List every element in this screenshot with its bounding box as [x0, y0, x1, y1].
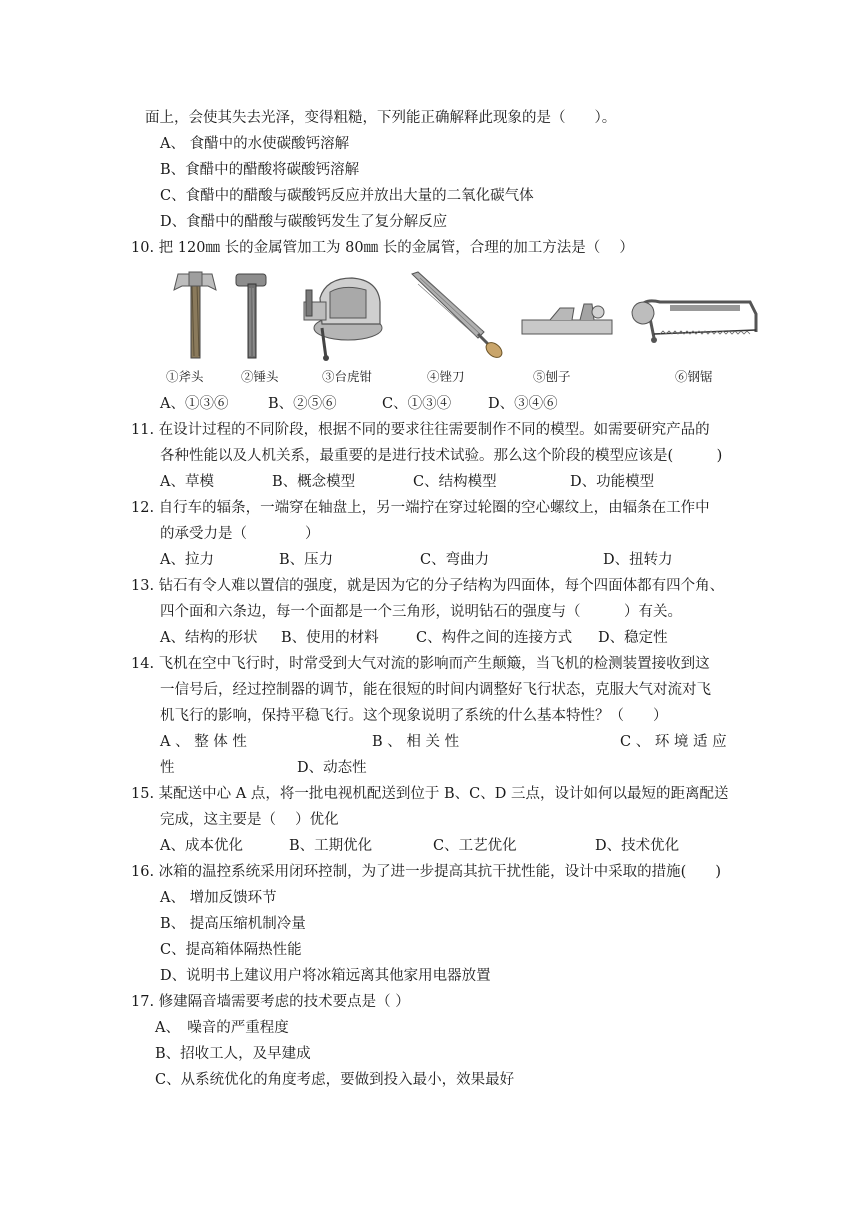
q16-stem: 16. 冰箱的温控系统采用闭环控制，为了进一步提高其抗干扰性能，设计中采取的措施( ): [131, 864, 721, 880]
q17-stem: 17. 修建隔音墙需要考虑的技术要点是（ ）: [131, 994, 410, 1010]
q16-option-a: A、 增加反馈环节: [160, 890, 277, 906]
q9-option-d: D、食醋中的醋酸与碳酸钙发生了复分解反应: [160, 214, 448, 230]
tool-label-file: ④锉刀: [427, 369, 465, 384]
tool-label-plane: ⑤刨子: [533, 369, 571, 384]
q14-stem-line3: 机飞行的影响，保持平稳飞行。这个现象说明了系统的什么基本特性？（ ）: [160, 708, 668, 724]
q14-stem-line1: 14. 飞机在空中飞行时，时常受到大气对流的影响而产生颠簸，当飞机的检测装置接收到这: [131, 656, 710, 672]
q13-option-c: C、构件之间的连接方式: [416, 630, 573, 646]
q13-stem-line1: 13. 钻石有令人难以置信的强度，就是因为它的分子结构为四面体，每个四面体都有四个角、: [131, 578, 725, 594]
q12-option-b: B、压力: [279, 552, 334, 568]
q14-option-d: D、动态性: [297, 760, 367, 776]
q13-option-d: D、稳定性: [598, 630, 668, 646]
q15-option-a: A、成本优化: [160, 838, 243, 854]
q17-option-a: A、 噪音的严重程度: [155, 1020, 289, 1036]
q15-option-d: D、技术优化: [595, 838, 680, 854]
q12-stem-line2: 的承受力是（ ）: [160, 526, 320, 542]
hammer-icon: [232, 268, 272, 360]
q11-option-c: C、结构模型: [413, 474, 497, 490]
q11-option-a: A、草模: [160, 474, 214, 490]
q12-option-c: C、弯曲力: [420, 552, 490, 568]
q9-option-b: B、食醋中的醋酸将碳酸钙溶解: [160, 162, 360, 178]
q12-option-a: A、拉力: [160, 552, 214, 568]
q14-option-a: A 、 整 体 性: [160, 734, 247, 750]
q11-stem-line2: 各种性能以及人机关系，最重要的是进行技术试验。那么这个阶段的模型应该是( ): [160, 448, 723, 464]
q11-option-d: D、功能模型: [570, 474, 655, 490]
q16-option-d: D、说明书上建议用户将冰箱远离其他家用电器放置: [160, 968, 491, 984]
q12-option-d: D、扭转力: [603, 552, 673, 568]
q11-stem-line1: 11. 在设计过程的不同阶段，根据不同的要求往往需要制作不同的模型。如需要研究产品的: [131, 422, 710, 438]
q9-option-c: C、食醋中的醋酸与碳酸钙反应并放出大量的二氧化碳气体: [160, 188, 534, 204]
axe-icon: [170, 268, 220, 360]
tool-label-hammer: ②锤头: [241, 369, 279, 384]
tool-label-vise: ③台虎钳: [322, 369, 373, 384]
q10-stem: 10. 把 120㎜ 长的金属管加工为 80㎜ 长的金属管，合理的加工方法是（ ）: [131, 240, 634, 256]
q15-option-c: C、工艺优化: [433, 838, 517, 854]
q10-option-d: D、③④⑥: [488, 396, 558, 412]
bench-vise-icon: [296, 268, 392, 364]
q16-option-c: C、提高箱体隔热性能: [160, 942, 302, 958]
q14-option-b: B 、 相 关 性: [372, 734, 460, 750]
q10-option-a: A、①③⑥: [160, 396, 229, 412]
q10-option-b: B、②⑤⑥: [268, 396, 337, 412]
q13-option-b: B、使用的材料: [281, 630, 379, 646]
q17-option-b: B、招收工人，及早建成: [155, 1046, 311, 1062]
q14-option-c-cont: 性: [160, 760, 175, 776]
q15-stem-line2: 完成，这主要是（ ）优化: [160, 812, 339, 828]
q13-option-a: A、结构的形状: [160, 630, 258, 646]
tool-illustrations: [158, 268, 768, 368]
q14-stem-line2: 一信号后，经过控制器的调节，能在很短的时间内调整好飞行状态，克服大气对流对飞: [160, 682, 711, 698]
q10-option-c: C、①③④: [382, 396, 452, 412]
file-tool-icon: [408, 268, 508, 364]
q16-option-b: B、 提高压缩机制冷量: [160, 916, 306, 932]
hacksaw-icon: [630, 268, 762, 364]
tool-label-hacksaw: ⑥钢锯: [675, 369, 713, 384]
q11-option-b: B、概念模型: [272, 474, 356, 490]
plane-tool-icon: [520, 268, 616, 364]
q17-option-c: C、从系统优化的角度考虑，要做到投入最小，效果最好: [155, 1072, 515, 1088]
q14-option-c: C 、 环 境 适 应: [620, 734, 727, 750]
q15-option-b: B、工期优化: [289, 838, 373, 854]
q9-stem-tail: 面上，会使其失去光泽，变得粗糙，下列能正确解释此现象的是（ ）。: [145, 110, 617, 126]
q15-stem-line1: 15. 某配送中心 A 点，将一批电视机配送到位于 B、C、D 三点，设计如何以最短的距离配送: [131, 786, 729, 802]
q12-stem-line1: 12. 自行车的辐条，一端穿在轴盘上，另一端拧在穿过轮圈的空心螺纹上，由辐条在工作中: [131, 500, 710, 516]
q9-option-a: A、 食醋中的水使碳酸钙溶解: [160, 136, 350, 152]
tool-label-axe: ①斧头: [166, 369, 204, 384]
q13-stem-line2: 四个面和六条边，每一个面都是一个三角形，说明钻石的强度与（ ）有关。: [160, 604, 682, 620]
